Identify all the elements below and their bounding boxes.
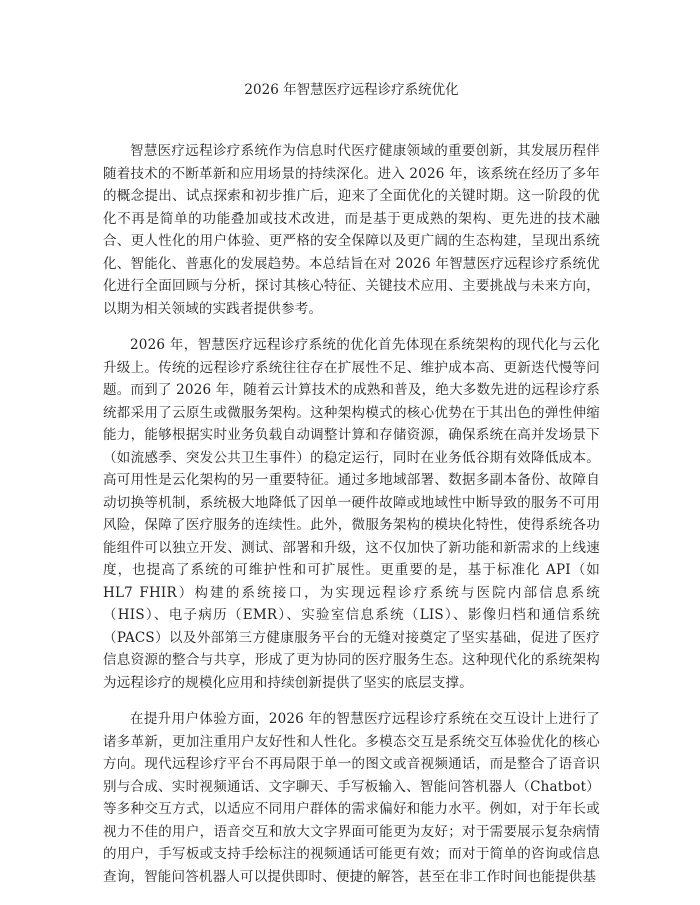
- paragraph-architecture: 2026 年，智慧医疗远程诊疗系统的优化首先体现在系统架构的现代化与云化升级上。传统的远程诊疗系统往往存在扩展性不足、维护成本高、更新迭代慢等问题。而到了 2026 年，随着云计算技术的成熟和普及，绝大多数先进的远程诊疗系统都采用了云原生或微服务架构。这种架构模式的核心优势在于其出色的弹性伸缩能力，能够根据实时业务负载自动调整计算和存储资源，确保系统在高并发场景下（如流感季、突发公共卫生事件）的稳定运行，同时在业务低谷期有效降低成本。高可用性是云化架构的另一重要特征。通过多地域部署、数据多副本备份、故障自动切换等机制，系统极大地降低了因单一硬件故障或地域性中断导致的服务不可用风险，保障了医疗服务的连续性。此外，微服务架构的模块化特性，使得系统各功能组件可以独立开发、测试、部署和升级，这不仅加快了新功能和新需求的上线速度，也提高了系统的可维护性和可扩展性。更重要的是，基于标准化 API（如 HL7 FHIR）构建的系统接口，为实现远程诊疗系统与医院内部信息系统（HIS）、电子病历（EMR）、实验室信息系统（LIS）、影像归档和通信系统（PACS）以及外部第三方健康服务平台的无缝对接奠定了坚实基础，促进了医疗信息资源的整合与共享，形成了更为协同的医疗服务生态。这种现代化的系统架构为远程诊疗的规模化应用和持续创新提供了坚实的底层支撑。: [103, 337, 600, 691]
- paragraph-user-experience: 在提升用户体验方面，2026 年的智慧医疗远程诊疗系统在交互设计上进行了诸多革新，更加注重用户友好性和人性化。多模态交互是系统交互体验优化的核心方向。现代远程诊疗平台不再局限于单一的图文或音视频通话，而是整合了语音识别与合成、实时视频通话、文字聊天、手写板输入、智能问答机器人（Chatbot）等多种交互方式，以适应不同用户群体的需求偏好和能力水平。例如，对于年长或视力不佳的用户，语音交互和放大文字界面可能更为友好；对于需要展示复杂病情的用户，手写板或支持手绘标注的视频通话可能更有效；而对于简单的咨询或信息查询，智能问答机器人可以提供即时、便捷的解答，甚至在非工作时间也能提供基: [103, 711, 600, 885]
- document-title: 2026 年智慧医疗远程诊疗系统优化: [244, 82, 459, 98]
- paragraph-intro: 智慧医疗远程诊疗系统作为信息时代医疗健康领域的重要创新，其发展历程伴随着技术的不断革新和应用场景的持续深化。进入 2026 年，该系统在经历了多年的概念提出、试点探索和初步推广后，迎来了全面优化的关键时期。这一阶段的优化不再是简单的功能叠加或技术改进，而是基于更成熟的架构、更先进的技术融合、更人性化的用户体验、更严格的安全保障以及更广阔的生态构建，呈现出系统化、智能化、普惠化的发展趋势。本总结旨在对 2026 年智慧医疗远程诊疗系统优化进行全面回顾与分析，探讨其核心特征、关键技术应用、主要挑战与未来方向，以期为相关领域的实践者提供参考。: [103, 143, 600, 317]
